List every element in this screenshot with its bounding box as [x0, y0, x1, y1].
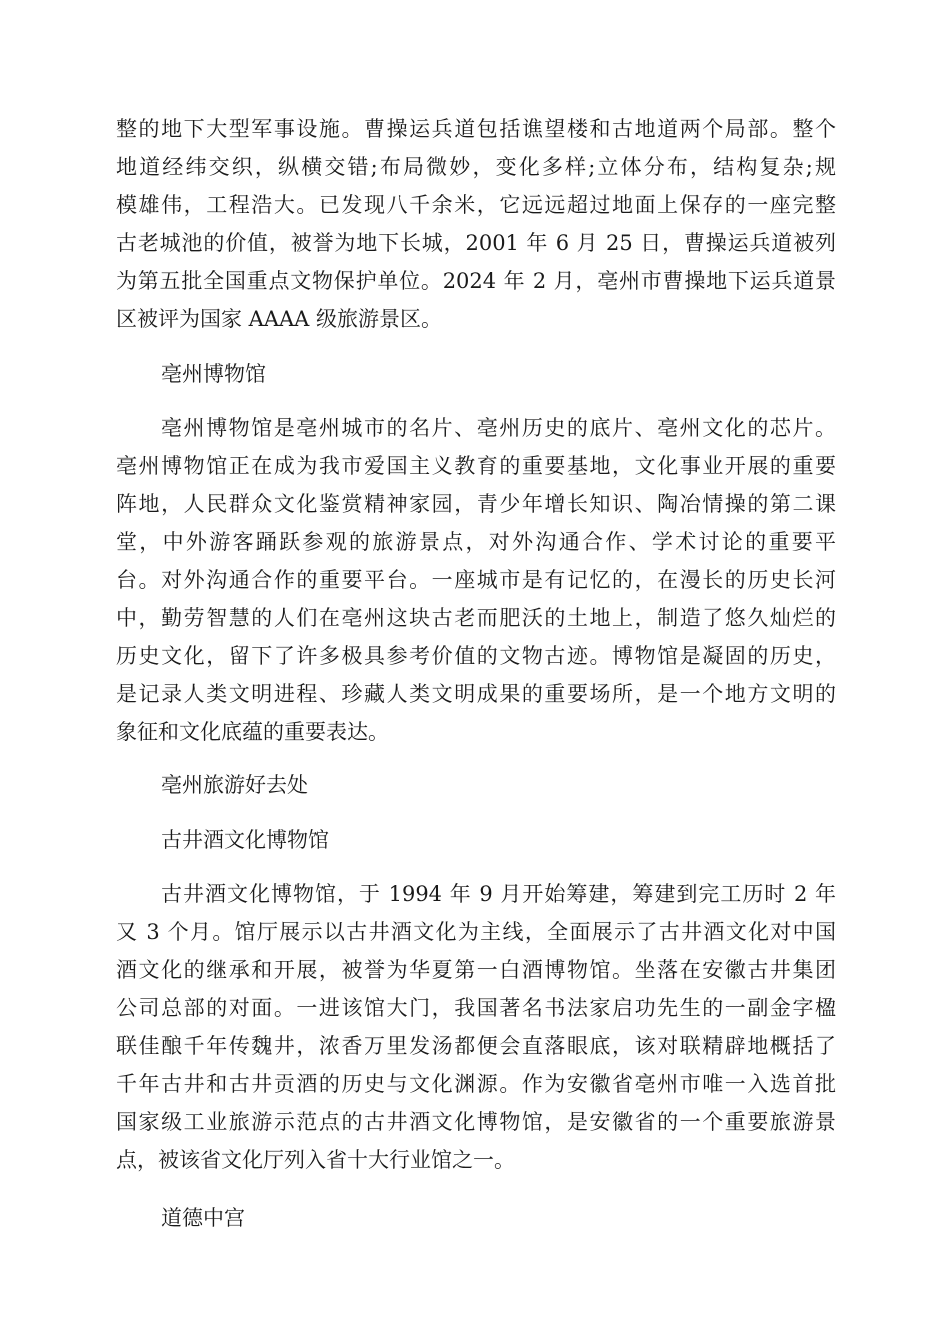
section-heading-bozhou-travel: 亳州旅游好去处 — [161, 773, 308, 797]
text-line: 象征和文化底蕴的重要表达。 — [116, 720, 389, 744]
text-line: 点，被该省文化厅列入省十大行业馆之一。 — [116, 1148, 515, 1172]
text-line: 亳州博物馆正在成为我市爱国主义教育的重要基地，文化事业开展的重要 — [116, 454, 836, 478]
text-line: 历史文化，留下了许多极具参考价值的文物古迹。博物馆是凝固的历史， — [116, 644, 836, 668]
section-heading-bozhou-museum: 亳州博物馆 — [161, 362, 266, 386]
text-line: 区被评为国家 AAAA 级旅游景区。 — [116, 307, 443, 331]
text-line: 公司总部的对面。一进该馆大门，我国著名书法家启功先生的一副金字楹 — [116, 996, 836, 1020]
text-line: 酒文化的继承和开展，被誉为华夏第一白酒博物馆。坐落在安徽古井集团 — [116, 958, 836, 982]
text-line: 国家级工业旅游示范点的古井酒文化博物馆，是安徽省的一个重要旅游景 — [116, 1110, 836, 1134]
text-line: 中，勤劳智慧的人们在亳州这块古老而肥沃的土地上，制造了悠久灿烂的 — [116, 606, 836, 630]
text-line: 为第五批全国重点文物保护单位。2024 年 2 月，亳州市曹操地下运兵道景 — [116, 269, 836, 293]
paragraph-gujing-museum — [116, 875, 836, 1179]
text-line: 古老城池的价值，被誉为地下长城，2001 年 6 月 25 日，曹操运兵道被列 — [116, 231, 836, 255]
text-line: 联佳酿千年传魏井，浓香万里发汤都便会直落眼底，该对联精辟地概括了 — [116, 1034, 836, 1058]
text-line: 又 3 个月。馆厅展示以古井酒文化为主线，全面展示了古井酒文化对中国 — [116, 920, 836, 944]
paragraph-cao-cao-tunnel — [116, 110, 836, 338]
section-heading-daode-zhonggong: 道德中宫 — [161, 1206, 245, 1230]
text-line: 阵地，人民群众文化鉴赏精神家园，青少年增长知识、陶冶情操的第二课 — [116, 492, 836, 516]
text-line: 堂，中外游客踊跃参观的旅游景点，对外沟通合作、学术讨论的重要平 — [116, 530, 836, 554]
text-line: 整的地下大型军事设施。曹操运兵道包括谯望楼和古地道两个局部。整个 — [116, 117, 836, 141]
section-heading-gujing-museum: 古井酒文化博物馆 — [161, 828, 329, 852]
text-line: 地道经纬交织，纵横交错;布局微妙，变化多样;立体分布，结构复杂;规 — [116, 155, 836, 179]
text-line: 台。对外沟通合作的重要平台。一座城市是有记忆的，在漫长的历史长河 — [116, 568, 836, 592]
text-line: 古井酒文化博物馆，于 1994 年 9 月开始筹建，筹建到完工历时 2 年 — [161, 882, 836, 906]
text-line: 是记录人类文明进程、珍藏人类文明成果的重要场所，是一个地方文明的 — [116, 682, 836, 706]
paragraph-bozhou-museum — [116, 409, 836, 751]
text-line: 模雄伟，工程浩大。已发现八千余米，它远远超过地面上保存的一座完整 — [116, 193, 836, 217]
text-line: 千年古井和古井贡酒的历史与文化渊源。作为安徽省亳州市唯一入选首批 — [116, 1072, 836, 1096]
text-line: 亳州博物馆是亳州城市的名片、亳州历史的底片、亳州文化的芯片。 — [161, 416, 836, 440]
